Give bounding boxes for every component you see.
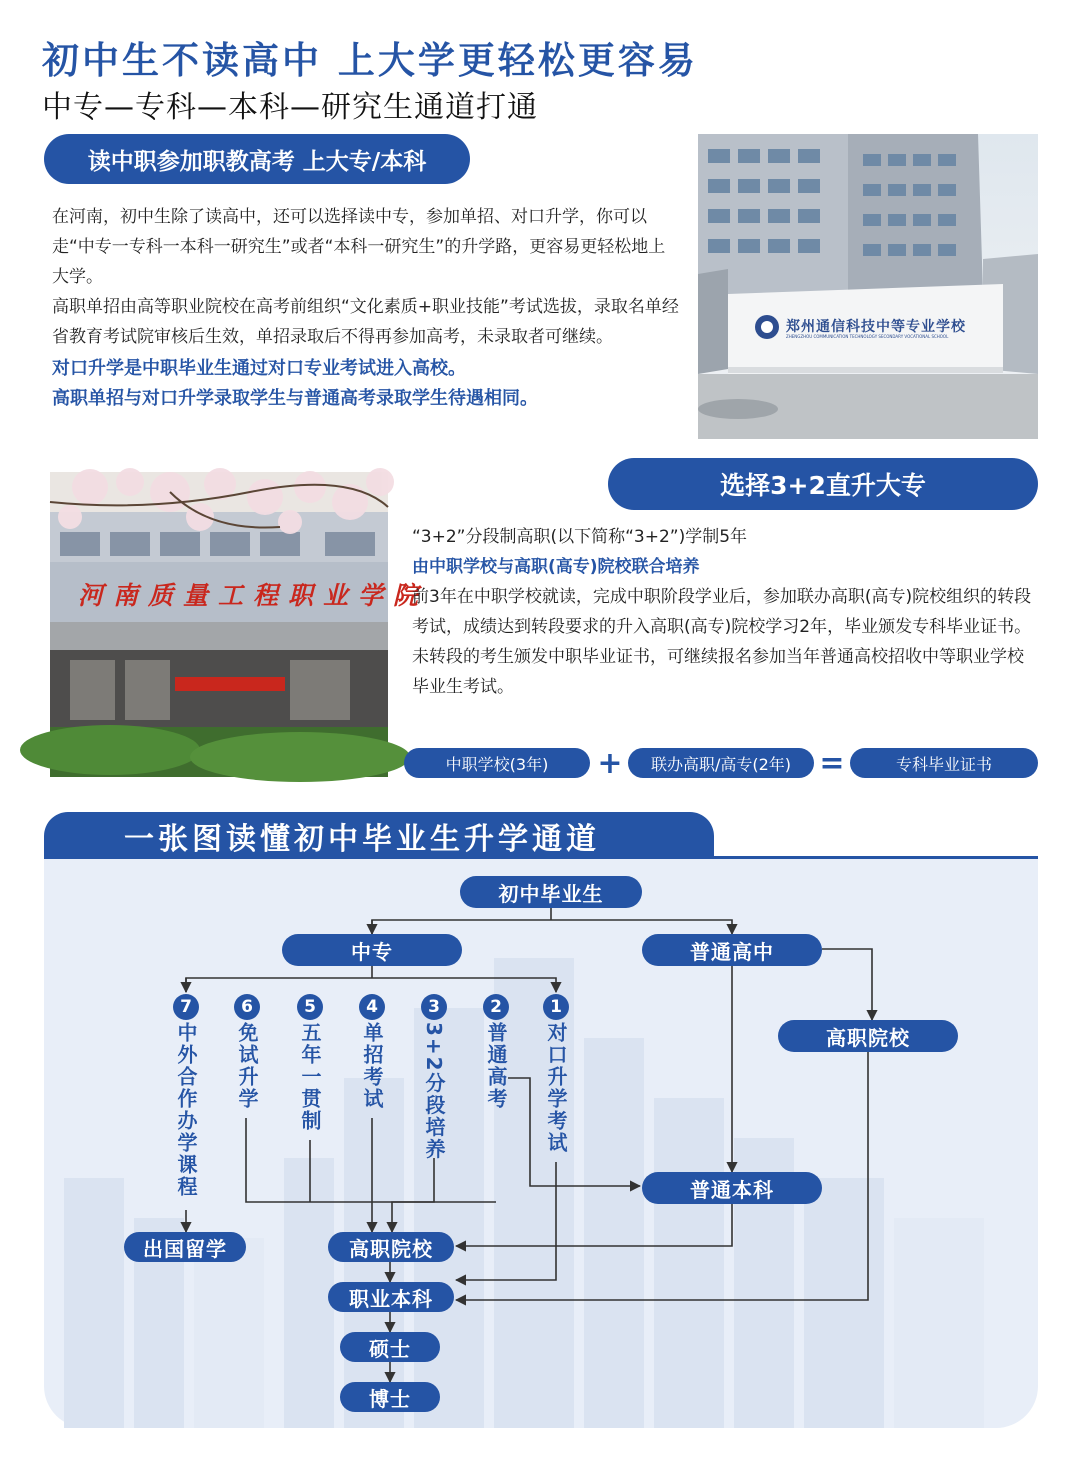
node-junior-graduate: 初中毕业生 — [460, 876, 642, 908]
path-3 — [419, 994, 449, 1161]
node-vocational-college: 高职院校 — [328, 1232, 454, 1262]
node-master: 硕士 — [340, 1332, 440, 1362]
node-secondary-vocational: 中专 — [282, 934, 462, 966]
path-5 — [295, 994, 325, 1132]
node-high-school: 普通高中 — [642, 934, 822, 966]
path-6-label: 免试升学 — [235, 1022, 259, 1110]
node-study-abroad: 出国留学 — [124, 1232, 246, 1262]
section1-paragraph-1: 在河南，初中生除了读高中，还可以选择读中专，参加单招、对口升学，你可以走“中专一专科一本科一研究生”或者“本科一研究生”的升学路，更容易更轻松地上大学。 — [52, 207, 666, 287]
path-1 — [541, 994, 571, 1154]
equation-joint-college: 联办高职/高专(2年) — [628, 748, 814, 778]
path-6-number: 6 — [234, 994, 260, 1020]
school-sign-english: ZHENGZHOU COMMUNICATION TECHNOLOGY SECONDARY VOCATIONAL SCHOOL — [786, 334, 949, 339]
equation-diploma: 专科毕业证书 — [850, 748, 1038, 778]
equation-equals: = — [819, 745, 845, 781]
path-4-label: 单招考试 — [360, 1022, 384, 1110]
flowchart-banner-title: 一张图读懂初中毕业生升学通道 — [124, 822, 600, 857]
page-title: 初中生不读高中 上大学更轻松更容易 — [42, 39, 698, 82]
path-2-number: 2 — [483, 994, 509, 1020]
section2-pill: 选择3+2直升大专 — [608, 458, 1038, 510]
section2-line-1: “3+2”分段制高职(以下简称“3+2”)学制5年 — [412, 527, 748, 547]
equation-middle-school: 中职学校(3年) — [404, 748, 590, 778]
path-3-label: 3+2分段培养 — [422, 1022, 446, 1161]
section1-highlight-2: 高职单招与对口升学录取学生与普通高考录取学生待遇相同。 — [52, 388, 538, 409]
path-7 — [171, 994, 201, 1198]
path-3-number: 3 — [421, 994, 447, 1020]
node-undergraduate: 普通本科 — [642, 1172, 822, 1204]
path-2 — [481, 994, 511, 1110]
path-4 — [357, 994, 387, 1110]
node-doctor: 博士 — [340, 1382, 440, 1412]
section2-line-2: 由中职学校与高职(高专)院校联合培养 — [412, 557, 700, 577]
section1-pill: 读中职参加职教高考 上大专/本科 — [44, 134, 470, 184]
path-4-number: 4 — [359, 994, 385, 1020]
college-sign-text: 河南质量工程职业学院 — [78, 581, 429, 610]
node-vocational-undergraduate: 职业本科 — [328, 1282, 454, 1312]
path-7-number: 7 — [173, 994, 199, 1020]
path-6 — [232, 994, 262, 1110]
school-sign-text: 郑州通信科技中等专业学校 — [786, 319, 966, 335]
section2-paragraph-2: 未转段的考生颁发中职毕业证书，可继续报名参加当年普通高校招收中等职业学校毕业生考试。 — [412, 647, 1024, 697]
section2-paragraph-1: 前3年在中职学校就读，完成中职阶段学业后，参加联办高职(高专)院校组织的转段考试，成绩达到转段要求的升入高职(高专)院校学习2年，毕业颁发专科毕业证书。 — [412, 587, 1032, 637]
node-vocational-college-right: 高职院校 — [778, 1020, 958, 1052]
section1-highlight-1: 对口升学是中职毕业生通过对口专业考试进入高校。 — [52, 358, 466, 379]
path-2-label: 普通高考 — [484, 1022, 508, 1110]
path-5-label: 五年一贯制 — [298, 1022, 322, 1132]
page-subtitle: 中专—专科—本科—研究生通道打通 — [42, 90, 538, 125]
path-1-label: 对口升学考试 — [544, 1022, 568, 1154]
path-5-number: 5 — [297, 994, 323, 1020]
equation-plus: + — [597, 745, 623, 781]
path-1-number: 1 — [543, 994, 569, 1020]
section1-paragraph-2: 高职单招由高等职业院校在高考前组织“文化素质+职业技能”考试选拔，录取名单经省教育考试院审核后生效，单招录取后不得再参加高考，未录取者可继续。 — [52, 297, 679, 347]
path-7-label: 中外合作办学课程 — [174, 1022, 198, 1198]
